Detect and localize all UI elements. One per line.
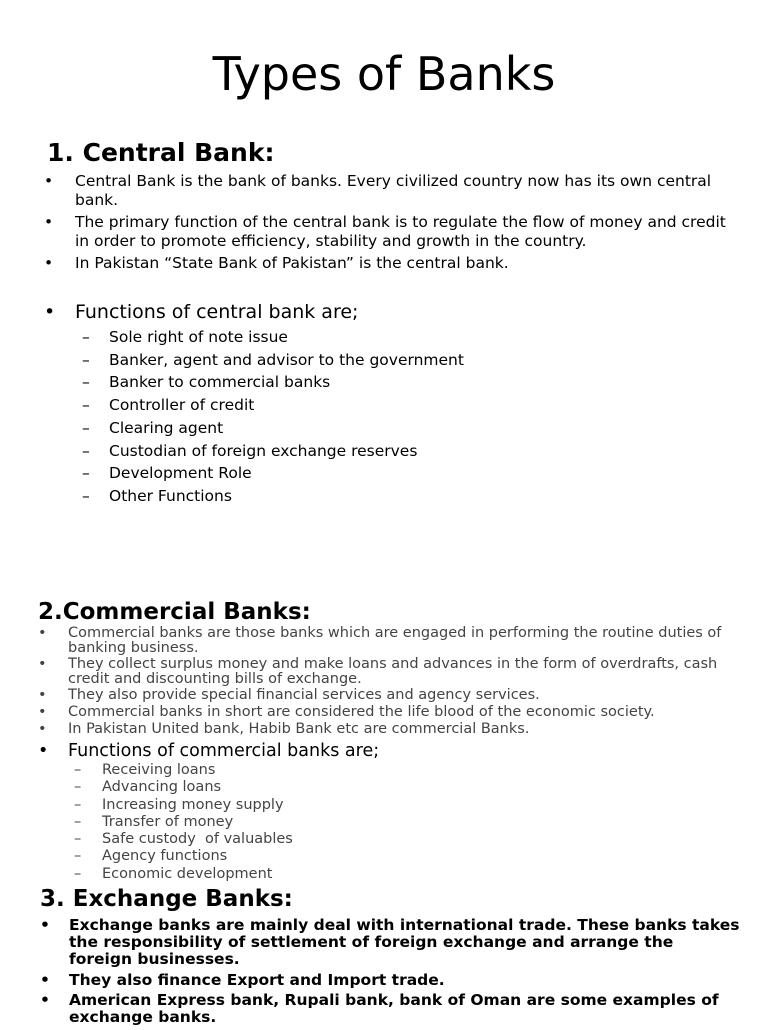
list-item-text: Other Functions [109, 486, 232, 505]
list-item-text: Custodian of foreign exchange reserves [109, 441, 418, 460]
dash-glyph: – [82, 418, 90, 437]
list-item-text: Agency functions [102, 848, 228, 865]
list-item [82, 417, 722, 440]
list-item-text: In Pakistan “State Bank of Pakistan” is the central bank. [75, 254, 509, 272]
bullet-glyph: • [40, 970, 50, 989]
functions-heading: Functions of central bank are; [75, 301, 359, 323]
list-item [82, 462, 722, 485]
list-item [74, 814, 714, 831]
list-item [74, 797, 714, 814]
list-item-text: Banker to commercial banks [109, 373, 331, 392]
list-item [74, 779, 714, 796]
bullet-glyph: • [38, 704, 47, 721]
list-item [38, 688, 738, 703]
list-item-text: The primary function of the central bank is to regulate the flow of money and credit in order to promote efficiency, stability and growth in the country. [75, 213, 726, 250]
list-item [38, 657, 738, 686]
central-bank-functions-list [82, 326, 722, 508]
list-item [82, 326, 722, 349]
list-item-text: Central Bank is the bank of banks. Every civilized country now has its own central bank. [75, 172, 712, 209]
bullet-glyph: • [40, 991, 50, 1009]
list-item-text: Exchange banks are mainly deal with international trade. These banks takes the responsibility of settlement of foreign exchange and arrange the foreign businesses. [69, 916, 740, 968]
list-item [38, 626, 738, 655]
list-item-text: They collect surplus money and make loans and advances in the form of overdrafts, cash credit and discounting bills of exchange. [68, 656, 718, 687]
dash-glyph: – [82, 396, 90, 415]
bullet-glyph: • [38, 625, 47, 641]
dash-glyph: – [82, 441, 90, 460]
list-item-text: They also provide special financial services and agency services. [68, 687, 540, 704]
page-title: Types of Banks [212, 47, 556, 101]
functions-heading: Functions of commercial banks are; [68, 741, 380, 761]
list-item [44, 254, 734, 273]
bullet-glyph: • [44, 172, 54, 190]
dash-glyph: – [82, 328, 90, 346]
list-item-text: Commercial banks are those banks which are engaged in performing the routine duties of banking business. [68, 625, 722, 656]
dash-glyph: – [74, 848, 82, 865]
bullet-glyph: • [38, 656, 47, 673]
exchange-banks-bullet-list [40, 917, 740, 1030]
dash-glyph: – [82, 464, 90, 483]
list-item-text: Banker, agent and advisor to the government [109, 350, 464, 369]
bullet-glyph: • [44, 254, 54, 272]
list-item-text: Economic development [102, 865, 273, 882]
list-item [82, 440, 722, 463]
list-item [38, 722, 738, 737]
list-item [82, 371, 722, 394]
central-bank-heading: 1. Central Bank: [47, 138, 275, 167]
dash-glyph: – [82, 373, 90, 392]
list-item-text: Receiving loans [102, 762, 216, 778]
exchange-banks-heading: 3. Exchange Banks: [40, 886, 293, 912]
dash-glyph: – [74, 865, 82, 882]
bullet-glyph: • [44, 301, 56, 323]
list-item [40, 917, 740, 968]
list-item-text: Clearing agent [109, 418, 224, 437]
list-item [44, 213, 734, 250]
bullet-glyph: • [38, 687, 47, 704]
dash-glyph: – [74, 762, 82, 778]
dash-glyph: – [74, 813, 82, 830]
commercial-banks-functions-list [74, 762, 714, 883]
list-item-text: Safe custody of valuables [102, 831, 293, 848]
list-item [44, 300, 734, 324]
commercial-banks-bullet-list [38, 626, 738, 738]
list-item [40, 972, 740, 989]
list-item [38, 705, 738, 720]
bullet-glyph: • [38, 720, 47, 737]
list-item [82, 394, 722, 417]
list-item-text: Increasing money supply [102, 796, 284, 813]
list-item-text: Controller of credit [109, 396, 255, 415]
list-item-text: Transfer of money [102, 813, 234, 830]
list-item [74, 831, 714, 848]
central-bank-functions-intro [44, 300, 734, 324]
commercial-banks-heading: 2.Commercial Banks: [38, 599, 311, 625]
dash-glyph: – [74, 779, 82, 796]
dash-glyph: – [82, 486, 90, 505]
list-item-text: In Pakistan United bank, Habib Bank etc are commercial Banks. [68, 720, 530, 737]
list-item-text: Commercial banks in short are considered the life blood of the economic society. [68, 704, 655, 721]
dash-glyph: – [74, 796, 82, 813]
list-item-text: Sole right of note issue [109, 328, 288, 346]
dash-glyph: – [82, 350, 90, 369]
bullet-glyph: • [40, 916, 50, 934]
bullet-glyph: • [44, 213, 54, 231]
list-item-text: American Express bank, Rupali bank, bank of Oman are some examples of exchange banks. [69, 991, 719, 1026]
bullet-glyph: • [38, 741, 49, 761]
commercial-banks-functions-intro [38, 740, 738, 762]
list-item [44, 172, 734, 209]
list-item [82, 349, 722, 372]
list-item [74, 866, 714, 883]
list-item-text: Advancing loans [102, 779, 222, 796]
list-item [38, 740, 738, 762]
central-bank-bullet-list [44, 172, 734, 277]
list-item [74, 762, 714, 779]
list-item-text: Development Role [109, 464, 252, 483]
list-item [82, 485, 722, 508]
dash-glyph: – [74, 831, 82, 848]
list-item [74, 848, 714, 865]
list-item [40, 992, 740, 1026]
list-item-text: They also finance Export and Import trade. [69, 970, 445, 989]
